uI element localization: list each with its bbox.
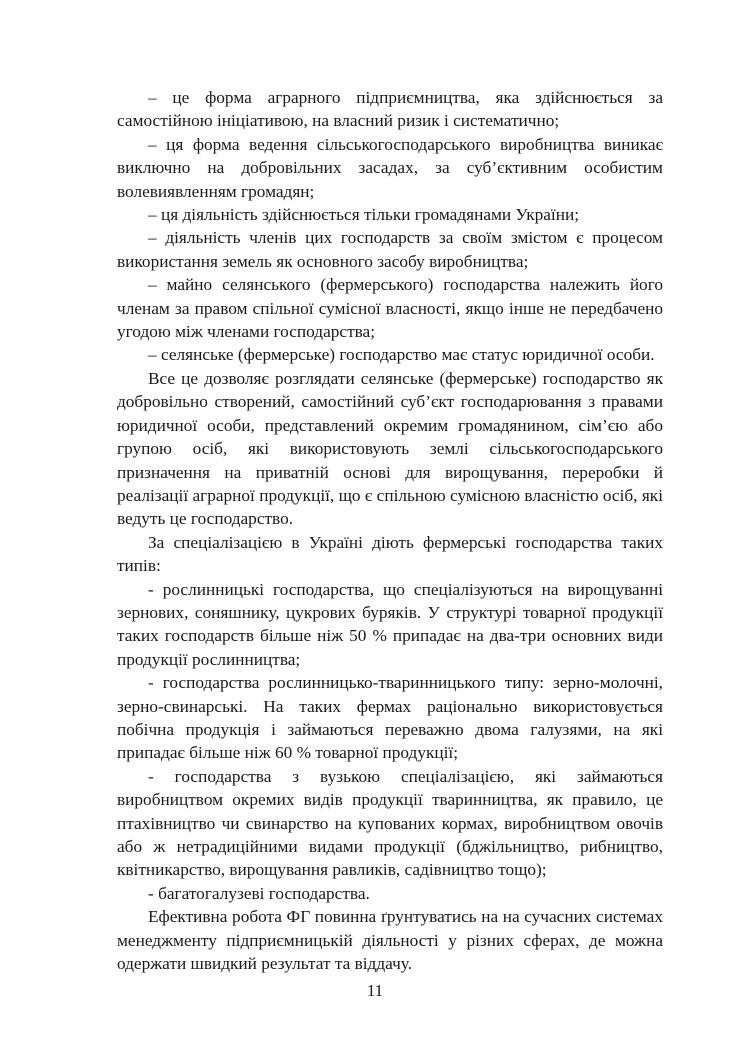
conclusion-paragraph: Ефективна робота ФГ повинна ґрунтуватись на на сучасних системах менеджменту підприємницькій діяльності у різних сферах, де можна одержати швидкий результат та віддачу. — [117, 907, 663, 974]
list-item-paragraph: – ця діяльність здійснюється тільки громадянами України; — [148, 205, 580, 225]
list-item-paragraph: – діяльність членів цих господарств за своїм змістом є процесом використання земель як основного засобу виробництва; — [117, 228, 663, 271]
specialization-intro-paragraph: За спеціалізацією в Україні діють фермерські господарства таких типів: — [117, 532, 663, 576]
list-item-paragraph: – це форма аграрного підприємництва, яка здійснюється за самостійною ініціативою, на власний ризик і систематично; — [117, 88, 663, 131]
list-item-paragraph: – селянське (фермерське) господарство має статус юридичної особи. — [148, 345, 655, 365]
farm-type-paragraph: - господарства рослинницько-тваринницького типу: зерно-молочні, зерно-свинарські. На таких фермах раціонально використовується побічна продукція і займаються переважно двома галузями, на які припадає більше ніж 60 % товарної продукції; — [117, 673, 663, 763]
summary-paragraph: Все це дозволяє розглядати селянське (фермерське) господарство як добровільно створений, самостійний суб’єкт господарювання з правами юридичної особи, представлений окремим громадянином, сім’єю або групою осіб, які використовують землі сільськогосподарського призначення на приватній основі для вирощування, переробки й реалізації аграрної продукції, що є спільною сумісною власністю осіб, які ведуть це господарство. — [117, 368, 663, 529]
list-item-paragraph: – ця форма ведення сільськогосподарського виробництва виникає виключно на добровільних засадах, за суб’єктивним особистим волевиявленням громадян; — [117, 134, 663, 201]
farm-type-paragraph: - господарства з вузькою спеціалізацією, які займаються виробництвом окремих видів продукції тваринництва, як правило, це птахівництво чи свинарство на купованих кормах, виробництвом овочів або ж нетрадиційними видами продукції (бджільництво, рибництво, квітникарство, вирощування равликів, садівництво тощо); — [117, 766, 663, 880]
body-text — [117, 86, 663, 975]
farm-type-paragraph: - рослинницькі господарства, що спеціалізуються на вирощуванні зернових, соняшнику, цукрових буряків. У структурі товарної продукції таких господарств більше ніж 50 % припадає на два-три основних види продукції рослинництва; — [117, 579, 663, 669]
farm-type-paragraph: - багатогалузеві господарства. — [148, 883, 370, 903]
list-item-paragraph: – майно селянського (фермерського) господарства належить його членам за правом спільної сумісної власності, якщо інше не передбачено угодою між членами господарства; — [117, 275, 663, 342]
page-number: 11 — [366, 981, 384, 1000]
